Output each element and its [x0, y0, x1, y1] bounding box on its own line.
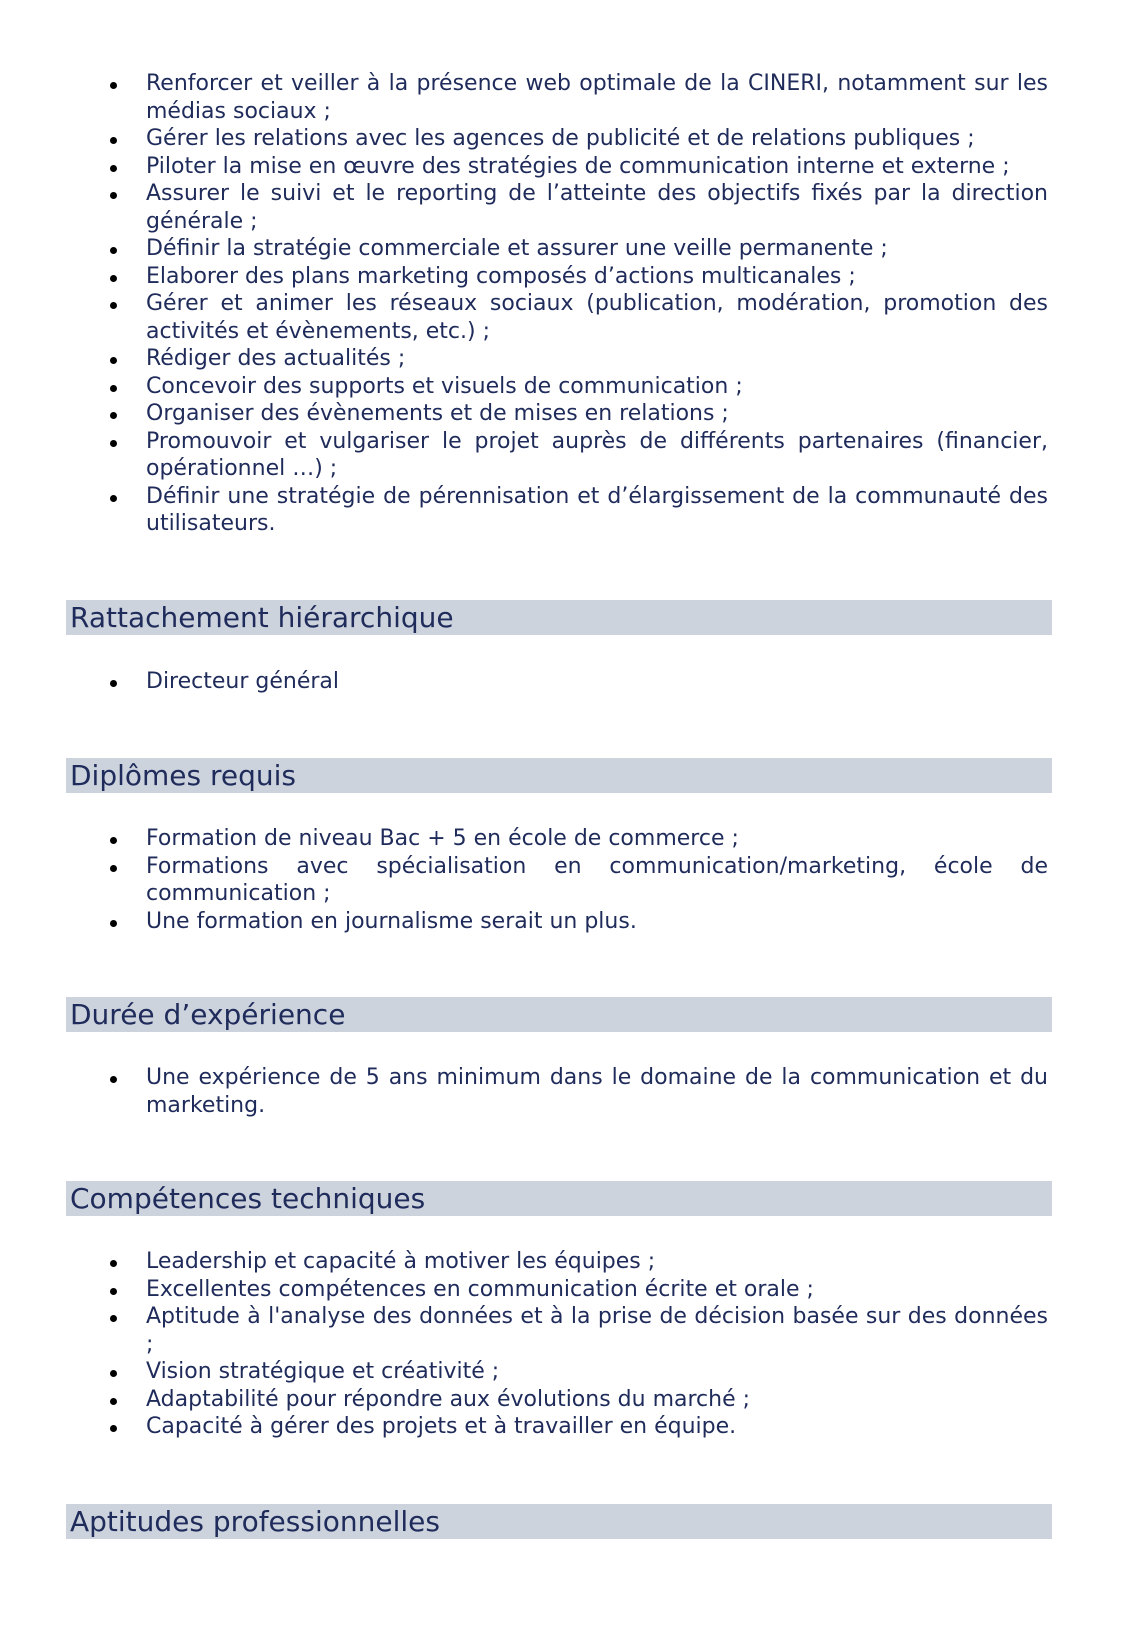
bullet-icon	[110, 920, 117, 927]
list-item: Définir une stratégie de pérennisation et d’élargissement de la communauté des utilisateurs.	[146, 483, 1048, 538]
bullet-icon	[110, 440, 117, 447]
list-item: Gérer les relations avec les agences de publicité et de relations publiques ;	[146, 125, 1048, 153]
bullet-icon	[110, 82, 117, 89]
rattachement-list	[146, 668, 1048, 696]
section-title: Compétences techniques	[70, 1182, 426, 1215]
list-item: Définir la stratégie commerciale et assurer une veille permanente ;	[146, 235, 1048, 263]
bullet-icon	[110, 385, 117, 392]
bullet-icon	[110, 865, 117, 872]
bullet-icon	[110, 357, 117, 364]
list-item: Leadership et capacité à motiver les équipes ;	[146, 1248, 1048, 1276]
bullet-icon	[110, 1315, 117, 1322]
list-item: Gérer et animer les réseaux sociaux (publication, modération, promotion des activités et évènements, etc.) ;	[146, 290, 1048, 345]
list-item: Elaborer des plans marketing composés d’actions multicanales ;	[146, 263, 1048, 291]
section-header-diplomes	[66, 758, 1052, 793]
list-item: Formations avec spécialisation en communication/marketing, école de communication ;	[146, 853, 1048, 908]
list-item: Piloter la mise en œuvre des stratégies de communication interne et externe ;	[146, 153, 1048, 181]
bullet-icon	[110, 837, 117, 844]
bullet-icon	[110, 302, 117, 309]
bullet-icon	[110, 165, 117, 172]
list-item: Une formation en journalisme serait un plus.	[146, 908, 1048, 936]
list-item: Concevoir des supports et visuels de communication ;	[146, 373, 1048, 401]
list-item: Une expérience de 5 ans minimum dans le domaine de la communication et du marketing.	[146, 1064, 1048, 1119]
diplomes-list	[146, 825, 1048, 935]
section-header-aptitudes	[66, 1504, 1052, 1539]
list-item: Formation de niveau Bac + 5 en école de commerce ;	[146, 825, 1048, 853]
bullet-icon	[110, 247, 117, 254]
section-title: Diplômes requis	[70, 759, 297, 792]
list-item: Aptitude à l'analyse des données et à la prise de décision basée sur des données ;	[146, 1303, 1048, 1358]
section-title: Durée d’expérience	[70, 998, 346, 1031]
list-item: Rédiger des actualités ;	[146, 345, 1048, 373]
list-item: Capacité à gérer des projets et à travailler en équipe.	[146, 1413, 1048, 1441]
responsibilities-list	[146, 70, 1048, 538]
list-item: Excellentes compétences en communication écrite et orale ;	[146, 1276, 1048, 1304]
bullet-icon	[110, 192, 117, 199]
section-title: Rattachement hiérarchique	[70, 601, 454, 634]
experience-list	[146, 1064, 1048, 1119]
list-item: Promouvoir et vulgariser le projet auprès de différents partenaires (financier, opérationnel …) ;	[146, 428, 1048, 483]
bullet-icon	[110, 137, 117, 144]
list-item: Organiser des évènements et de mises en relations ;	[146, 400, 1048, 428]
bullet-icon	[110, 1260, 117, 1267]
list-item: Directeur général	[146, 668, 1048, 696]
section-header-rattachement	[66, 600, 1052, 635]
list-item: Renforcer et veiller à la présence web optimale de la CINERI, notamment sur les médias sociaux ;	[146, 70, 1048, 125]
bullet-icon	[110, 1425, 117, 1432]
bullet-icon	[110, 1370, 117, 1377]
list-item: Vision stratégique et créativité ;	[146, 1358, 1048, 1386]
bullet-icon	[110, 1288, 117, 1295]
list-item: Assurer le suivi et le reporting de l’atteinte des objectifs fixés par la direction générale ;	[146, 180, 1048, 235]
bullet-icon	[110, 1398, 117, 1405]
list-item: Adaptabilité pour répondre aux évolutions du marché ;	[146, 1386, 1048, 1414]
section-title: Aptitudes professionnelles	[70, 1505, 440, 1538]
competences-list	[146, 1248, 1048, 1441]
bullet-icon	[110, 275, 117, 282]
bullet-icon	[110, 412, 117, 419]
bullet-icon	[110, 1076, 117, 1083]
section-header-experience	[66, 997, 1052, 1032]
bullet-icon	[110, 680, 117, 687]
section-header-competences	[66, 1181, 1052, 1216]
bullet-icon	[110, 495, 117, 502]
